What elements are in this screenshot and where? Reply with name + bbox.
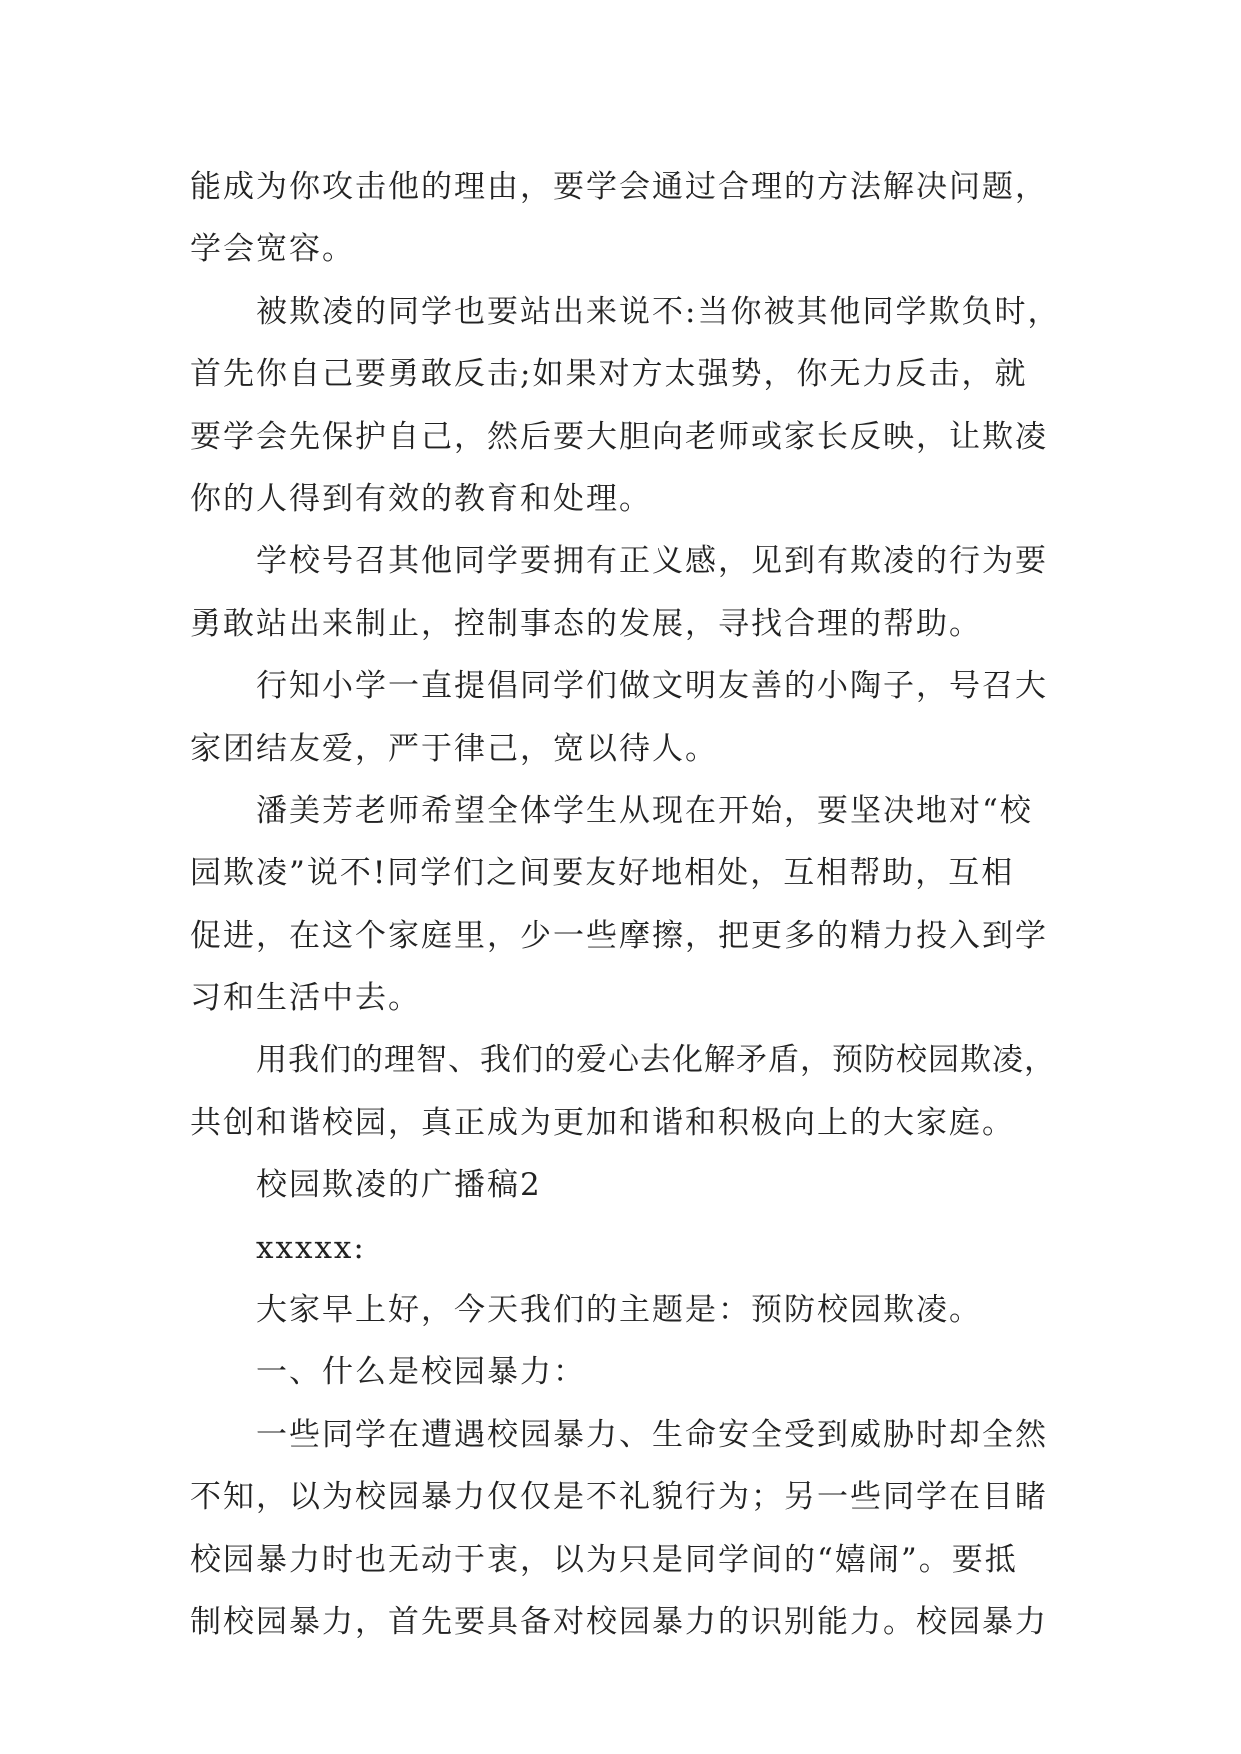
section-heading: 一、什么是校园暴力： <box>256 1354 586 1391</box>
text-line: 学会宽容。 <box>190 231 355 268</box>
text-line: 家团结友爱，严于律己，宽以待人。 <box>190 730 718 767</box>
document-body <box>190 156 1060 1653</box>
paragraph-start-line: 潘美芳老师希望全体学生从现在开始，要坚决地对“校 <box>256 792 1033 829</box>
text-line: 首先你自己要勇敢反击;如果对方太强势，你无力反击，就 <box>190 356 1028 393</box>
section-title: 校园欺凌的广播稿2 <box>256 1167 542 1204</box>
paragraph-start-line: 用我们的理智、我们的爱心去化解矛盾，预防校园欺凌， <box>256 1042 1056 1079</box>
salutation: xxxxx: <box>256 1229 366 1266</box>
text-line: 校园暴力时也无动于衷，以为只是同学间的“嬉闹”。要抵 <box>190 1541 1018 1578</box>
text-line: 勇敢站出来制止，控制事态的发展，寻找合理的帮助。 <box>190 605 982 642</box>
paragraph-start-line: 被欺凌的同学也要站出来说不:当你被其他同学欺负时， <box>256 293 1061 330</box>
text-line: 要学会先保护自己，然后要大胆向老师或家长反映，让欺凌 <box>190 418 1048 455</box>
text-line: 能成为你攻击他的理由，要学会通过合理的方法解决问题， <box>190 169 1048 205</box>
text-line: 园欺凌”说不!同学们之间要友好地相处，互相帮助，互相 <box>190 855 1015 892</box>
text-line: 习和生活中去。 <box>190 980 421 1017</box>
text-line: 共创和谐校园，真正成为更加和谐和积极向上的大家庭。 <box>190 1104 1015 1141</box>
paragraph-start-line: 一些同学在遭遇校园暴力、生命安全受到威胁时却全然 <box>256 1416 1048 1453</box>
text-line: 你的人得到有效的教育和处理。 <box>190 480 652 517</box>
text-line: 制校园暴力，首先要具备对校园暴力的识别能力。校园暴力 <box>190 1603 1048 1640</box>
paragraph-start-line: 学校号召其他同学要拥有正义感，见到有欺凌的行为要 <box>256 543 1048 580</box>
text-line: 促进，在这个家庭里，少一些摩擦，把更多的精力投入到学 <box>190 917 1048 954</box>
paragraph-start-line: 行知小学一直提倡同学们做文明友善的小陶子，号召大 <box>256 668 1048 705</box>
text-line: 不知，以为校园暴力仅仅是不礼貌行为；另一些同学在目睹 <box>190 1479 1048 1516</box>
paragraph-start-line: 大家早上好，今天我们的主题是：预防校园欺凌。 <box>256 1292 982 1329</box>
